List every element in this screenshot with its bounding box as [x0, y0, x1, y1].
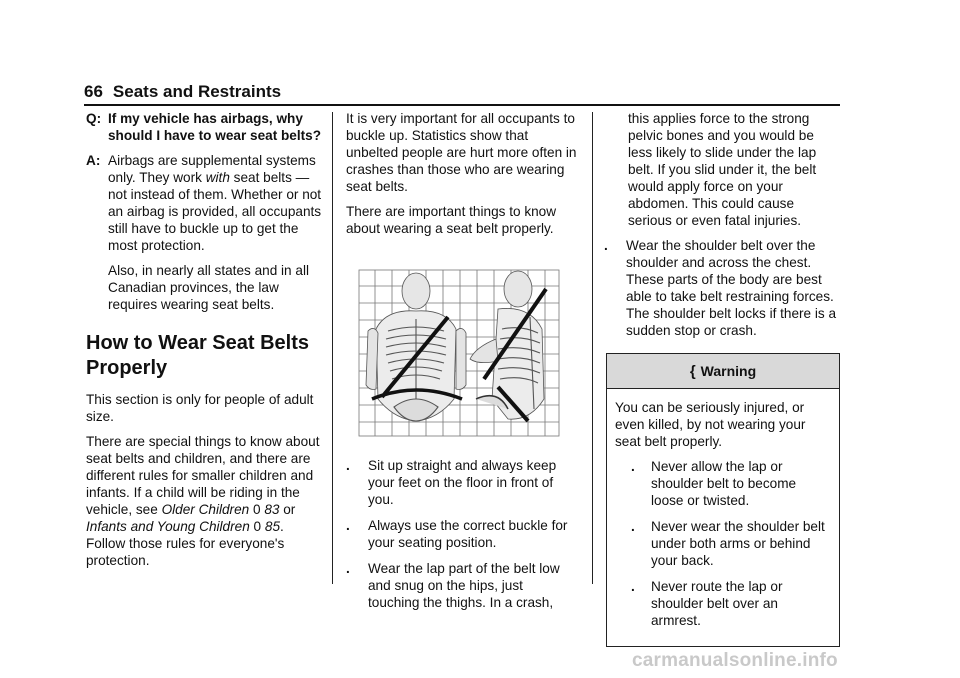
answer-emphasis: with: [205, 170, 230, 185]
bullet-text: Wear the lap part of the belt low and snug on the hips, just touching the thighs. In a crash,: [368, 561, 560, 610]
answer: [86, 152, 322, 254]
xref-arrow: 0: [253, 502, 261, 517]
warning-box: [606, 353, 840, 647]
answer-text-part: seat belts — not instead of them. Whether or not an airbag is provided, all occupants still have to buckle up to get the most protection.: [108, 170, 322, 253]
bullet-item: [346, 457, 578, 508]
section-heading: How to Wear Seat Belts Properly: [86, 332, 310, 379]
answer-paragraph: Also, in nearly all states and in all Canadian provinces, the law requires wearing seat belts.: [108, 263, 309, 312]
paragraph: There are important things to know about wearing a seat belt properly.: [346, 204, 557, 236]
bullet-symbol: .: [346, 561, 350, 576]
warning-intro: You can be seriously injured, or even killed, by not wearing your seat belt properly.: [615, 400, 806, 449]
bullet-text: Never allow the lap or shoulder belt to become loose or twisted.: [651, 459, 797, 508]
bullet-symbol: .: [631, 459, 635, 474]
bullet-symbol: .: [346, 458, 350, 473]
xref-page[interactable]: 83: [264, 502, 280, 517]
bullet-item: [346, 560, 578, 611]
bullet-text: Never wear the shoulder belt under both arms or behind your back.: [651, 519, 825, 568]
header-rule: [84, 104, 840, 106]
question-label: Q:: [86, 111, 102, 126]
bullet-symbol: .: [346, 518, 350, 533]
paragraph-text: There are special things to know about seat belts and children, and there are different rules for smaller children and infants. If a child will be riding in the vehicle, see: [86, 434, 320, 517]
column-divider: [592, 112, 593, 584]
continuation-text: this applies force to the strong pelvic bones and you would be less likely to slide under the lap belt. If you slid under it, the belt would apply force on your abdomen. This could cause serious or even fatal injuries.: [628, 111, 817, 228]
warning-title: Warning: [700, 362, 757, 379]
bullet-text: Always use the correct buckle for your seating position.: [368, 518, 568, 550]
watermark: carmanualsonline.info: [632, 650, 838, 671]
answer-text: [108, 152, 322, 254]
paragraph-text: . Follow those rules for everyone's protection.: [86, 519, 285, 568]
warning-bullet: [631, 458, 831, 509]
paragraph: This section is only for people of adult size.: [86, 392, 314, 424]
bullet-text: Sit up straight and always keep your feet on the floor in front of you.: [368, 458, 557, 507]
paragraph: It is very important for all occupants to buckle up. Statistics show that unbelted people are hurt more often in crashes than those who are wearing seat belts.: [346, 111, 577, 194]
xref-arrow: 0: [253, 519, 262, 534]
xref-older-children[interactable]: Older Children: [161, 502, 250, 517]
xref-page[interactable]: 85: [264, 519, 281, 534]
bullet-text: Wear the shoulder belt over the shoulder and across the chest. These parts of the body are best able to take belt restraining forces. The shoulder belt locks if there is a sudden stop or crash.: [626, 238, 837, 338]
bullet-item: [346, 517, 578, 551]
column-divider: [332, 112, 333, 584]
page-number: 66: [84, 82, 103, 101]
paragraph-text: or: [279, 502, 296, 517]
question: [86, 110, 322, 144]
bullet-item: [604, 237, 840, 339]
page-header: [84, 82, 840, 106]
warning-header: [607, 354, 839, 389]
column-2: [346, 110, 578, 620]
xref-infants[interactable]: Infants and Young Children: [86, 519, 250, 534]
side-torso: [470, 271, 546, 421]
column-3: [606, 110, 840, 647]
warning-bullet: [631, 578, 831, 629]
bullet-symbol: .: [631, 519, 635, 534]
front-torso: [366, 273, 466, 421]
warning-triangle-icon: {: [689, 362, 696, 380]
warning-body: [607, 389, 839, 646]
warning-bullet: [631, 518, 831, 569]
column-1: [86, 110, 322, 577]
question-text: If my vehicle has airbags, why should I have to wear seat belts?: [108, 111, 322, 143]
seat-belt-illustration: [358, 269, 560, 437]
paragraph-children: [86, 433, 322, 569]
bullet-symbol: .: [604, 238, 608, 253]
answer-text-part: Airbags are supplemental systems only. They work: [108, 153, 316, 185]
header-text: [84, 82, 840, 104]
bullet-text: Never route the lap or shoulder belt over an armrest.: [651, 579, 783, 628]
bullet-symbol: .: [631, 579, 635, 594]
answer-label: A:: [86, 153, 101, 168]
section-title: Seats and Restraints: [112, 82, 282, 101]
